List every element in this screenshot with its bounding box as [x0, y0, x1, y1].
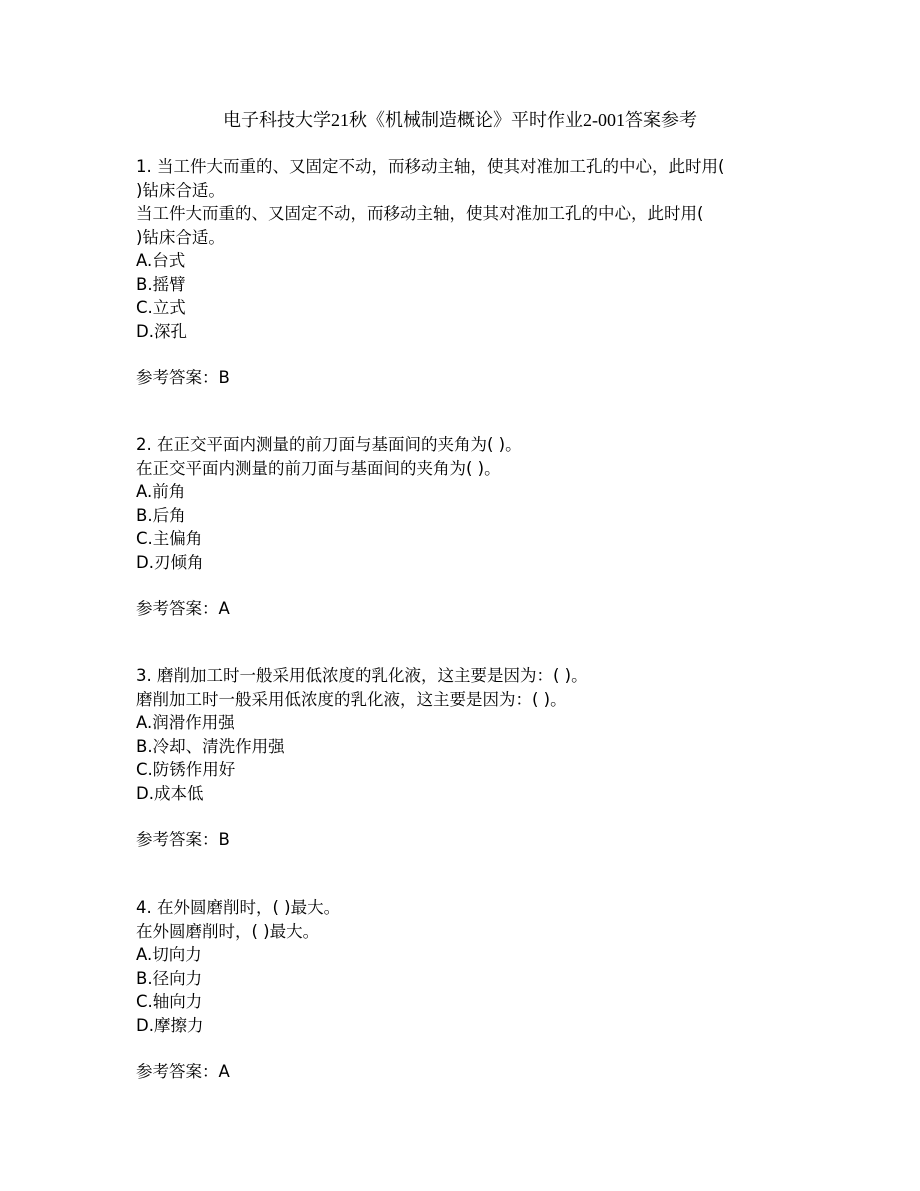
option-a: A.切向力 [136, 945, 202, 964]
option-b: B.后角 [136, 505, 186, 525]
question-repeat: 当工件大而重的、又固定不动，而移动主轴，使其对准加工孔的中心，此时用( [136, 204, 704, 223]
option-c: C.主偏角 [136, 529, 203, 548]
question-4 [136, 896, 816, 1084]
option-a: A.前角 [136, 482, 186, 501]
document-title: 电子科技大学21秋《机械制造概论》平时作业2-001答案参考 [223, 110, 697, 130]
option-c: C.立式 [136, 298, 186, 317]
option-c: C.防锈作用好 [136, 760, 236, 779]
option-b: B.冷却、清洗作用强 [136, 736, 285, 756]
question-stem: 2. 在正交平面内测量的前刀面与基面间的夹角为( )。 [136, 435, 522, 454]
reference-answer: 参考答案：B [136, 830, 230, 849]
reference-answer: 参考答案：A [136, 1062, 230, 1081]
option-d: D.刃倾角 [136, 552, 204, 572]
option-a: A.润滑作用强 [136, 713, 235, 732]
reference-answer: 参考答案：A [136, 599, 230, 618]
question-stem: 3. 磨削加工时一般采用低浓度的乳化液，这主要是因为：( )。 [136, 666, 588, 685]
option-d: D.摩擦力 [136, 1015, 204, 1035]
option-b: B.径向力 [136, 968, 203, 988]
question-stem: 1. 当工件大而重的、又固定不动，而移动主轴，使其对准加工孔的中心，此时用( [136, 157, 725, 176]
question-2 [136, 433, 816, 621]
question-repeat: 在外圆磨削时，( )最大。 [136, 921, 320, 941]
question-3 [136, 664, 816, 852]
option-b: B.摇臂 [136, 274, 186, 294]
option-d: D.深孔 [136, 321, 187, 341]
option-d: D.成本低 [136, 783, 204, 803]
question-stem: 4. 在外圆磨削时，( )最大。 [136, 898, 341, 917]
reference-answer: 参考答案：B [136, 368, 230, 387]
question-1 [136, 155, 816, 390]
question-repeat: 在正交平面内测量的前刀面与基面间的夹角为( )。 [136, 458, 501, 478]
option-c: C.轴向力 [136, 992, 203, 1011]
question-repeat: )钻床合适。 [136, 227, 225, 247]
question-stem: )钻床合适。 [136, 180, 225, 200]
option-a: A.台式 [136, 251, 186, 270]
question-repeat: 磨削加工时一般采用低浓度的乳化液，这主要是因为：( )。 [136, 689, 567, 709]
